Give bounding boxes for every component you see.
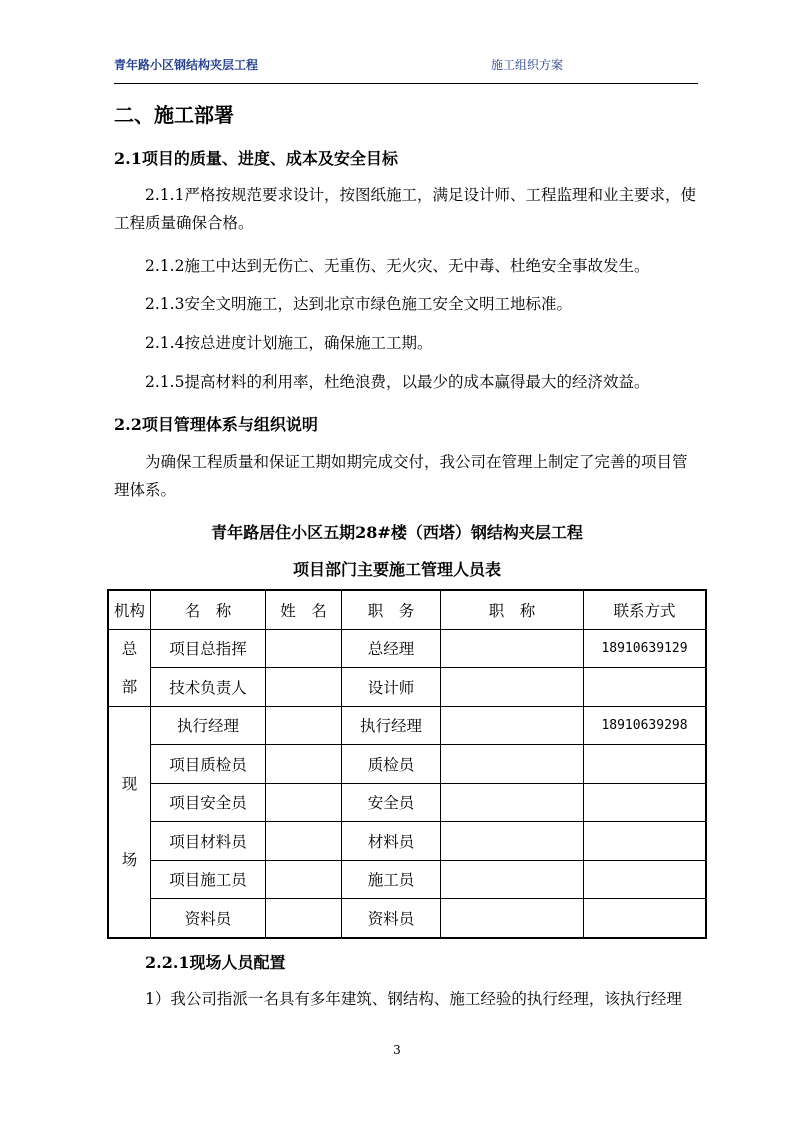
cell-name: 项目材料员 [151, 822, 266, 861]
cell-duty: 施工员 [342, 860, 441, 899]
staff-table [107, 589, 707, 939]
header-org: 机构 [108, 590, 151, 629]
cell-contact: 18910639298 [584, 706, 707, 745]
paragraph-2-2: 为确保工程质量和保证工期如期完成交付，我公司在管理上制定了完善的项目管理体系。 [114, 453, 688, 499]
cell-title [441, 745, 584, 784]
section-title: 二、施工部署 [114, 103, 234, 127]
header-person: 姓 名 [266, 590, 342, 629]
heading-2-2: 2.2项目管理体系与组织说明 [114, 415, 318, 434]
header-title: 职 称 [441, 590, 584, 629]
cell-person [266, 706, 342, 745]
cell-person [266, 668, 342, 707]
cell-person [266, 629, 342, 668]
cell-duty: 执行经理 [342, 706, 441, 745]
cell-duty: 总经理 [342, 629, 441, 668]
cell-contact [584, 860, 707, 899]
header-name: 名 称 [151, 590, 266, 629]
cell-title [441, 706, 584, 745]
table-title-project: 青年路居住小区五期28#楼（西塔）钢结构夹层工程 [211, 523, 583, 542]
cell-duty: 质检员 [342, 745, 441, 784]
cell-person [266, 783, 342, 822]
running-header-right: 施工组织方案 [491, 58, 564, 72]
running-header-left: 青年路小区钢结构夹层工程 [114, 58, 259, 72]
heading-2-1: 2.1项目的质量、进度、成本及安全目标 [114, 149, 398, 168]
cell-duty: 安全员 [342, 783, 441, 822]
paragraph-2-2-1: 1）我公司指派一名具有多年建筑、钢结构、施工经验的执行经理，该执行经理 [145, 990, 682, 1008]
paragraph-2-1-1: 2.1.1严格按规范要求设计，按图纸施工，满足设计师、工程监理和业主要求，使工程质量确保合格。 [114, 186, 696, 232]
table-row [108, 783, 706, 822]
cell-contact [584, 783, 707, 822]
org-site: 现 场 [108, 706, 151, 938]
table-title-staff: 项目部门主要施工管理人员表 [292, 560, 501, 579]
table-row [108, 899, 706, 938]
table-row [108, 706, 706, 745]
header-rule [114, 83, 698, 84]
page-number: 3 [393, 1043, 401, 1057]
cell-title [441, 783, 584, 822]
cell-name: 技术负责人 [151, 668, 266, 707]
paragraph-2-1-2: 2.1.2施工中达到无伤亡、无重伤、无火灾、无中毒、杜绝安全事故发生。 [145, 257, 650, 275]
org-headquarters: 总 部 [108, 629, 151, 706]
cell-person [266, 899, 342, 938]
cell-title [441, 668, 584, 707]
cell-name: 项目施工员 [151, 860, 266, 899]
table-row [108, 668, 706, 707]
cell-title [441, 899, 584, 938]
cell-person [266, 822, 342, 861]
table-header-row [108, 590, 706, 629]
header-duty: 职 务 [342, 590, 441, 629]
cell-name: 资料员 [151, 899, 266, 938]
cell-duty: 资料员 [342, 899, 441, 938]
paragraph-2-1-4: 2.1.4按总进度计划施工，确保施工工期。 [145, 334, 433, 352]
cell-contact [584, 668, 707, 707]
cell-title [441, 860, 584, 899]
cell-contact [584, 822, 707, 861]
paragraph-2-1-3: 2.1.3安全文明施工，达到北京市绿色施工安全文明工地标准。 [145, 295, 572, 313]
heading-2-2-1: 2.2.1现场人员配置 [145, 953, 286, 972]
table-row [108, 860, 706, 899]
cell-contact [584, 745, 707, 784]
table-row [108, 745, 706, 784]
cell-person [266, 745, 342, 784]
cell-duty: 材料员 [342, 822, 441, 861]
cell-name: 项目质检员 [151, 745, 266, 784]
cell-name: 执行经理 [151, 706, 266, 745]
cell-name: 项目总指挥 [151, 629, 266, 668]
cell-contact: 18910639129 [584, 629, 707, 668]
table-row [108, 629, 706, 668]
cell-duty: 设计师 [342, 668, 441, 707]
table-row [108, 822, 706, 861]
cell-name: 项目安全员 [151, 783, 266, 822]
cell-contact [584, 899, 707, 938]
paragraph-2-1-5: 2.1.5提高材料的利用率，杜绝浪费，以最少的成本赢得最大的经济效益。 [145, 373, 650, 391]
cell-person [266, 860, 342, 899]
header-contact: 联系方式 [584, 590, 707, 629]
cell-title [441, 822, 584, 861]
cell-title [441, 629, 584, 668]
